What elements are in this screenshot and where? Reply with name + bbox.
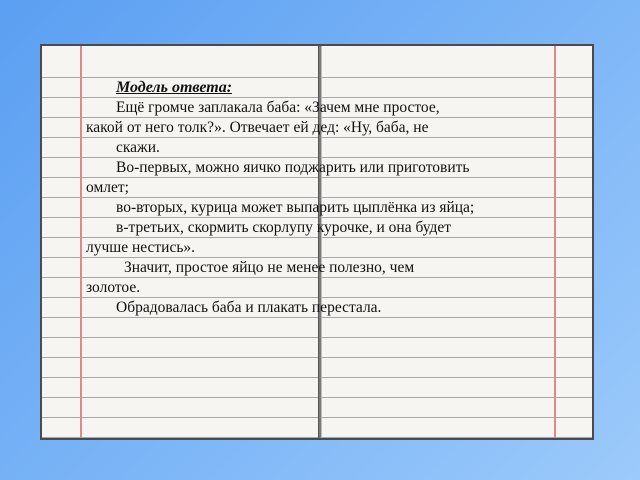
answer-text [86,78,556,318]
text-line: Ещё громче заплакала баба: «Зачем мне простое, [116,99,440,116]
text-line: Значит, простое яйцо не менее полезно, чем [124,259,415,276]
text-line: скажи. [116,139,160,156]
notebook-page [40,44,594,440]
text-line: лучше нестись». [86,239,196,256]
text-line: во-вторых, курица может выпарить цыплёнка из яйца; [116,199,475,216]
text-line: омлет; [86,179,129,196]
left-margin-line [80,46,82,438]
text-line: в-третьих, скормить скорлупу курочке, и она будет [116,219,452,236]
text-line: золотое. [86,279,141,296]
text-line: какой от него толк?». Отвечает ей дед: «Ну, баба, не [86,119,429,136]
answer-heading: Модель ответа: [116,79,233,96]
text-line: Обрадовалась баба и плакать перестала. [116,299,382,316]
text-line: Во-первых, можно яичко поджарить или приготовить [116,159,470,176]
